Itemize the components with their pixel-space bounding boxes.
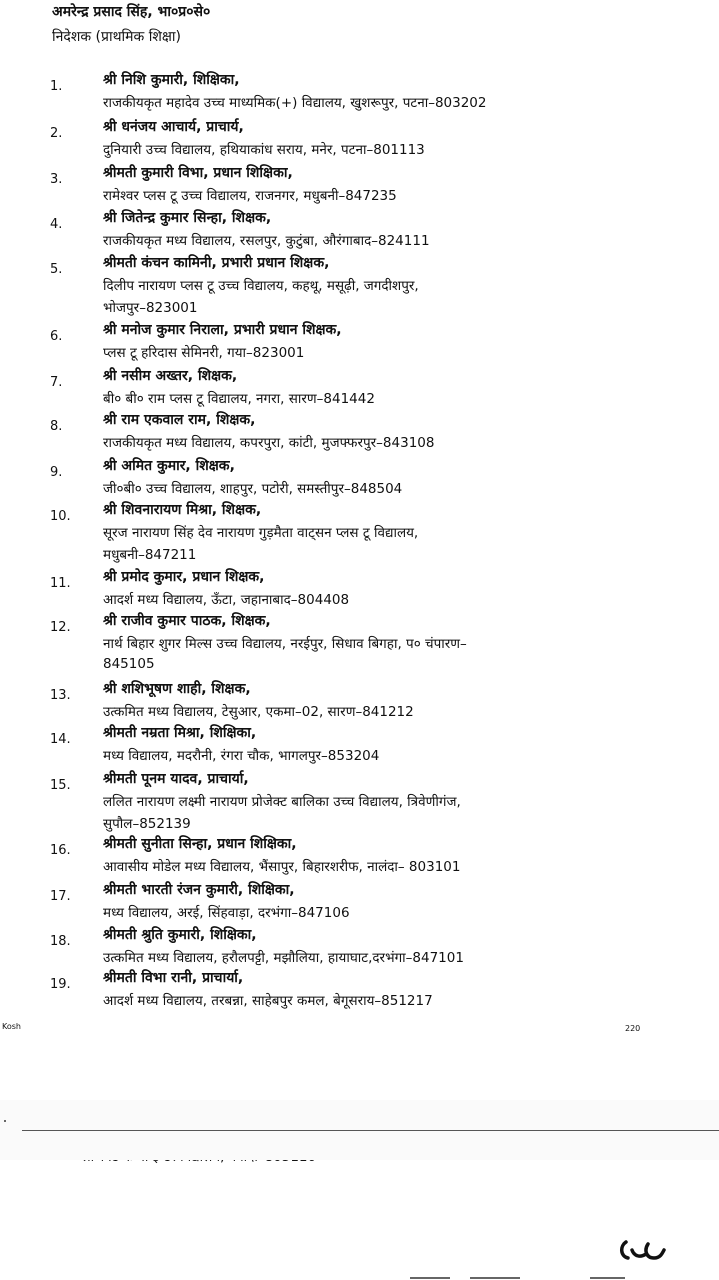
entry-address: आवासीय मोडेल मध्य विद्यालय, भैंसापुर, बिहारशरीफ, नालंदा– 803101: [103, 859, 461, 875]
entry-address: ललित नारायण लक्ष्मी नारायण प्रोजेक्ट बालिका उच्च विद्यालय, त्रिवेणीगंज,: [103, 794, 461, 810]
entry-number: 5.: [50, 262, 63, 277]
entry-name: श्री राम एकवाल राम, शिक्षक,: [103, 412, 256, 428]
entry-number: 6.: [50, 329, 63, 344]
entry-name: श्री शिवनारायण मिश्रा, शिक्षक,: [103, 502, 262, 518]
entry-name: श्री शशिभूषण शाही, शिक्षक,: [103, 681, 251, 697]
entry-address-continued: भोजपुर–823001: [103, 300, 198, 316]
entry-name: श्रीमती पूनम यादव, प्राचार्या,: [103, 771, 249, 787]
scan-speck: [4, 1120, 6, 1122]
entry-address: रामेश्वर प्लस टू उच्च विद्यालय, राजनगर, मधुबनी–847235: [103, 188, 397, 204]
entry-address: दुनियारी उच्च विद्यालय, हथियाकांध सराय, मनेर, पटना–801113: [103, 142, 425, 158]
entry-name: श्रीमती नम्रता मिश्रा, शिक्षिका,: [103, 725, 257, 741]
entry-name: श्रीमती कुमारी विभा, प्रधान शिक्षिका,: [103, 165, 293, 181]
entry-name: श्रीमती सुनीता सिन्हा, प्रधान शिक्षिका,: [103, 836, 297, 852]
entry-name: श्री निशि कुमारी, शिक्षिका,: [103, 72, 240, 88]
entry-name: श्रीमती विभा रानी, प्राचार्या,: [103, 970, 244, 986]
entry-address: नार्थ बिहार शुगर मिल्स उच्च विद्यालय, नरईपुर, सिधाव बिगहा, प० चंपारण–: [103, 636, 467, 652]
entry-name: श्रीमती कंचन कामिनी, प्रभारी प्रधान शिक्षक,: [103, 255, 330, 271]
cut-off-next-line: [410, 1272, 710, 1280]
entry-address-continued: मधुबनी–847211: [103, 547, 197, 563]
author-designation: निदेशक (प्राथमिक शिक्षा): [52, 29, 182, 45]
entry-number: 10.: [50, 509, 71, 524]
author-name: अमरेन्द्र प्रसाद सिंह, भा०प्र०से०: [52, 4, 211, 20]
entry-address: आदर्श मध्य विद्यालय, तरबन्ना, साहेबपुर कमल, बेगूसराय–851217: [103, 993, 433, 1009]
page-number: 220: [625, 1024, 641, 1033]
entry-number: 11.: [50, 576, 71, 591]
entry-address: मध्य विद्यालय, मदरौनी, रंगरा चौक, भागलपुर–853204: [103, 748, 380, 764]
entry-name: श्रीमती श्रुति कुमारी, शिक्षिका,: [103, 927, 257, 943]
entry-address: राजकीयकृत मध्य विद्यालय, रसलपुर, कुटुंबा, औरंगाबाद–824111: [103, 233, 430, 249]
entry-name: श्री प्रमोद कुमार, प्रधान शिक्षक,: [103, 569, 265, 585]
entry-address-continued: 845105: [103, 656, 155, 672]
entry-address: उत्कमित मध्य विद्यालय, टेसुआर, एकमा–02, सारण–841212: [103, 704, 414, 720]
entry-number: 15.: [50, 778, 71, 793]
entry-name: श्री धनंजय आचार्य, प्राचार्य,: [103, 119, 244, 135]
entry-number: 9.: [50, 465, 63, 480]
entry-name: श्री जितेन्द्र कुमार सिन्हा, शिक्षक,: [103, 210, 272, 226]
entry-number: 18.: [50, 934, 71, 949]
entry-name: श्री मनोज कुमार निराला, प्रभारी प्रधान शिक्षक,: [103, 322, 342, 338]
entry-address: राजकीयकृत मध्य विद्यालय, कपरपुरा, कांटी, मुजफ्फरपुर–843108: [103, 435, 435, 451]
entry-number: 13.: [50, 688, 71, 703]
entry-address: दिलीप नारायण प्लस टू उच्च विद्यालय, कहथू, मसूढ़ी, जगदीशपुर,: [103, 278, 419, 294]
entry-number: 3.: [50, 172, 63, 187]
entry-address: बी० बी० राम प्लस टू विद्यालय, नगरा, सारण–841442: [103, 391, 375, 407]
entry-number: 16.: [50, 843, 71, 858]
entry-address: राजकीयकृत महादेव उच्च माध्यमिक(+) विद्यालय, खुशरूपुर, पटना–803202: [103, 95, 487, 111]
entry-address: मध्य विद्यालय, अरई, सिंहवाड़ा, दरभंगा–847106: [103, 905, 350, 921]
entry-number: 17.: [50, 889, 71, 904]
entry-address: सूरज नारायण सिंह देव नारायण गुड़मैता वाट्सन प्लस टू विद्यालय,: [103, 525, 419, 541]
entry-number: 19.: [50, 977, 71, 992]
entry-address-continued: सुपौल–852139: [103, 816, 191, 832]
handwritten-mark: [618, 1236, 668, 1266]
entry-name: श्री राजीव कुमार पाठक, शिक्षक,: [103, 613, 271, 629]
entry-number: 8.: [50, 419, 63, 434]
entry-number: 1.: [50, 79, 63, 94]
entry-address: उत्कमित मध्य विद्यालय, हरौलपट्टी, मझौलिया, हायाघाट,दरभंगा–847101: [103, 950, 464, 966]
entry-number: 12.: [50, 620, 71, 635]
page-edge-rule: [22, 1130, 719, 1131]
entry-name: श्रीमती भारती रंजन कुमारी, शिक्षिका,: [103, 882, 295, 898]
entry-number: 7.: [50, 375, 63, 390]
entry-number: 2.: [50, 126, 63, 141]
footer-left-text: Kosh: [2, 1022, 21, 1031]
entry-name: श्री अमित कुमार, शिक्षक,: [103, 458, 235, 474]
entry-number: 14.: [50, 732, 71, 747]
entry-name: श्री नसीम अख्तर, शिक्षक,: [103, 368, 238, 384]
entry-number: 4.: [50, 217, 63, 232]
entry-address: आदर्श मध्य विद्यालय, ऊँटा, जहानाबाद–804408: [103, 592, 350, 608]
entry-address: जी०बी० उच्च विद्यालय, शाहपुर, पटोरी, समस्तीपुर–848504: [103, 481, 403, 497]
entry-address: प्लस टू हरिदास सेमिनरी, गया–823001: [103, 345, 305, 361]
